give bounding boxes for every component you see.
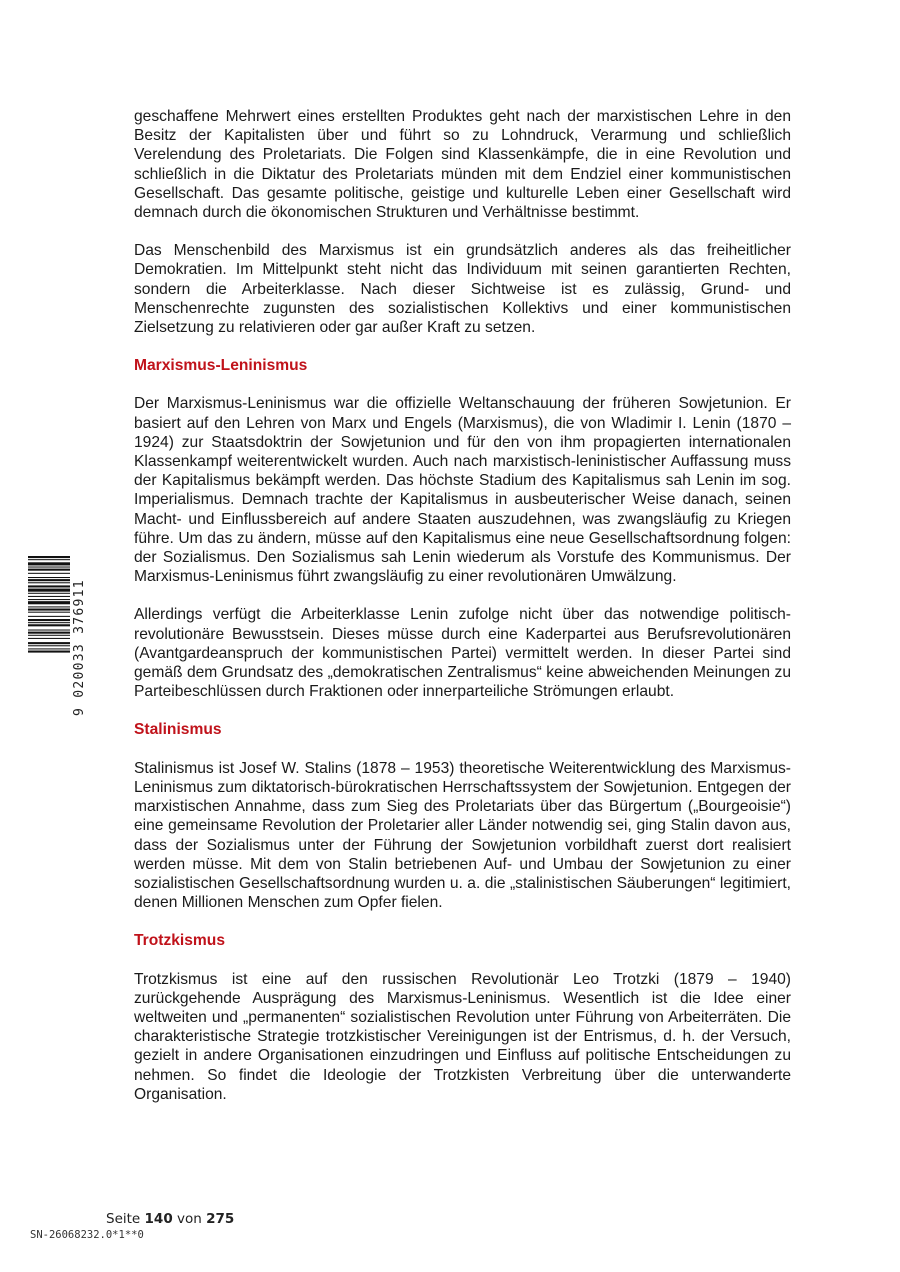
heading-stalinismus: Stalinismus — [134, 721, 222, 739]
paragraph-kaderpartei: Allerdings verfügt die Arbeiterklasse Lenin zufolge nicht über das notwendige politisch-revolutionäre Bewusstsein. Dieses müsse durch eine Kaderpartei aus Berufsrevolutionären (Avantgardeanspruch der kommunistischen Partei) vermittelt werden. In dieser Partei sind gemäß dem Grundsatz des „demokratischen Zentralismus“ keine abweichenden Meinungen zu Parteibeschlüssen durch Fraktionen oder innerparteiliche Strömungen erlaubt. — [134, 606, 791, 701]
barcode-bar — [28, 577, 70, 578]
page-middle: von — [177, 1211, 202, 1227]
barcode-bar — [28, 651, 70, 653]
paragraph-menschenbild: Das Menschenbild des Marxismus ist ein grundsätzlich anderes als das freiheitlicher Demokratien. Im Mittelpunkt steht nicht das Individuum mit seinen garantierten Rechten, sondern die Arbeiterklasse. Nach dieser Sichtweise ist es zulässig, Grund- und Menschenrechte zugunsten des sozialistischen Kollektivs und einer kommunistischen Zielsetzung zu relativieren oder gar außer Kraft zu setzen. — [134, 242, 791, 337]
paragraph-stalinismus: Stalinismus ist Josef W. Stalins (1878 – 1953) theoretische Weiterentwicklung des Marxismus-Leninismus zum diktatorisch-bürokratischen Herrschaftssystem der Sowjetunion. Entgegen der marxistischen Annahme, dass zum Sieg des Proletariats über das Bürgertum („Bourgeoisie“) eine gemeinsame Revolution der Proletarier aller Länder notwendig sei, ging Stalin davon aus, dass der Sozialismus unter der Führung der Sowjetunion vorbildhaft zuerst dort realisiert werden müsse. Mit dem von Stalin betriebenen Auf- und Umbau der Sowjetunion zu einer sozialistischen Gesellschaftsordnung wurden u. a. die „stalinistischen Säuberungen“ legitimiert, denen Millionen Menschen zum Opfer fielen. — [134, 759, 791, 912]
document-body — [134, 107, 791, 1123]
document-code: SN-26068232.0*1**0 — [30, 1229, 144, 1241]
barcode-bar — [28, 601, 70, 604]
page-number — [106, 1211, 234, 1227]
page-total: 275 — [206, 1211, 235, 1227]
barcode-bar — [28, 573, 70, 574]
barcode-bar — [28, 630, 70, 631]
barcode-bar — [28, 596, 70, 597]
barcode-bar — [28, 593, 70, 594]
barcode-bar — [28, 642, 70, 644]
barcode-bar — [28, 619, 70, 621]
page-current: 140 — [144, 1211, 173, 1227]
barcode-bar — [28, 599, 70, 600]
barcode-bar — [28, 645, 70, 646]
paragraph-trotzkismus: Trotzkismus ist eine auf den russischen Revolutionär Leo Trotzki (1879 – 1940) zurückgehende Ausprägung des Marxismus-Leninismus. Wesentlich ist die Idee einer weltweiten und „permanenten“ sozialistischen Revolution unter Führung von Arbeiterräten. Die charakteristische Strategie trotzkistischer Vereinigungen ist der Entrismus, d. h. der Versuch, gezielt in andere Organisationen einzudringen und Einfluss auf politische Entscheidungen zu nehmen. So findet die Ideologie der Trotzkisten Verbreitung über die unterwanderte Organisation. — [134, 970, 791, 1103]
barcode-bar — [28, 589, 70, 592]
heading-trotzkismus: Trotzkismus — [134, 932, 225, 950]
barcode-bar — [28, 585, 70, 587]
barcode-bar — [28, 569, 70, 571]
barcode-bar — [28, 579, 70, 581]
barcode-bar — [28, 648, 70, 649]
paragraph-marxismus-leninismus: Der Marxismus-Leninismus war die offizielle Weltanschauung der früheren Sowjetunion. Er basiert auf den Lehren von Marx und Engels (Marxismus), die von Wladimir I. Lenin (1870 – 1924) zur Staatsdoktrin der Sowjetunion und für den von ihm propagierten internationalen Klassenkampf weiterentwickelt wurden. Auch nach marxistisch-leninistischer Auffassung muss der Kapitalismus bekämpft werden. Das höchste Stadium des Kapitalismus sah Lenin im sog. Imperialismus. Demnach trachte der Kapitalismus in ausbeuterischer Weise danach, seinen Macht- und Einflussbereich auf andere Staaten auszudehnen, was zwangsläufig zu Kriegen führe. Um das zu ändern, müsse auf den Kapitalismus eine neue Gesellschaftsordnung folgen: der Sozialismus. Den Sozialismus sah Lenin wiederum als Vorstufe des Kommunismus. Der Marxismus-Leninismus führt zwangsläufig zu einer revolutionären Umwälzung. — [134, 395, 791, 586]
barcode-bar — [28, 556, 70, 558]
barcode-bar — [28, 622, 70, 623]
page-prefix: Seite — [106, 1211, 141, 1227]
barcode-bar — [28, 606, 70, 607]
barcode-bar — [28, 582, 70, 583]
barcode-bar — [28, 559, 70, 560]
barcode-image — [28, 556, 70, 716]
barcode-bar — [28, 624, 70, 626]
barcode-bar — [28, 609, 70, 611]
paragraph-mehrwert: geschaffene Mehrwert eines erstellten Produktes geht nach der marxistischen Lehre in den Besitz der Kapitalisten über und führt so zu Lohndruck, Verarmung und schließlich Verelendung des Proletariats. Die Folgen sind Klassenkämpfe, die in eine Revolution und schließlich in die Diktatur des Proletariats münden mit dem Endziel einer kommunistischen Gesellschaft. Das gesamte politische, geistige und kulturelle Leben einer Gesellschaft wird demnach durch die ökonomischen Strukturen und Verhältnisse bestimmt. — [134, 108, 791, 222]
barcode-number: 9 020033 376911 — [72, 579, 87, 716]
barcode-bar — [28, 616, 70, 617]
barcode-bar — [28, 612, 70, 613]
barcode-bar — [28, 632, 70, 634]
heading-marxismus-leninismus: Marxismus-Leninismus — [134, 357, 308, 375]
barcode-bar — [28, 638, 70, 639]
barcode-bar — [28, 562, 70, 565]
barcode-bar — [28, 567, 70, 568]
barcode-bar — [28, 635, 70, 636]
